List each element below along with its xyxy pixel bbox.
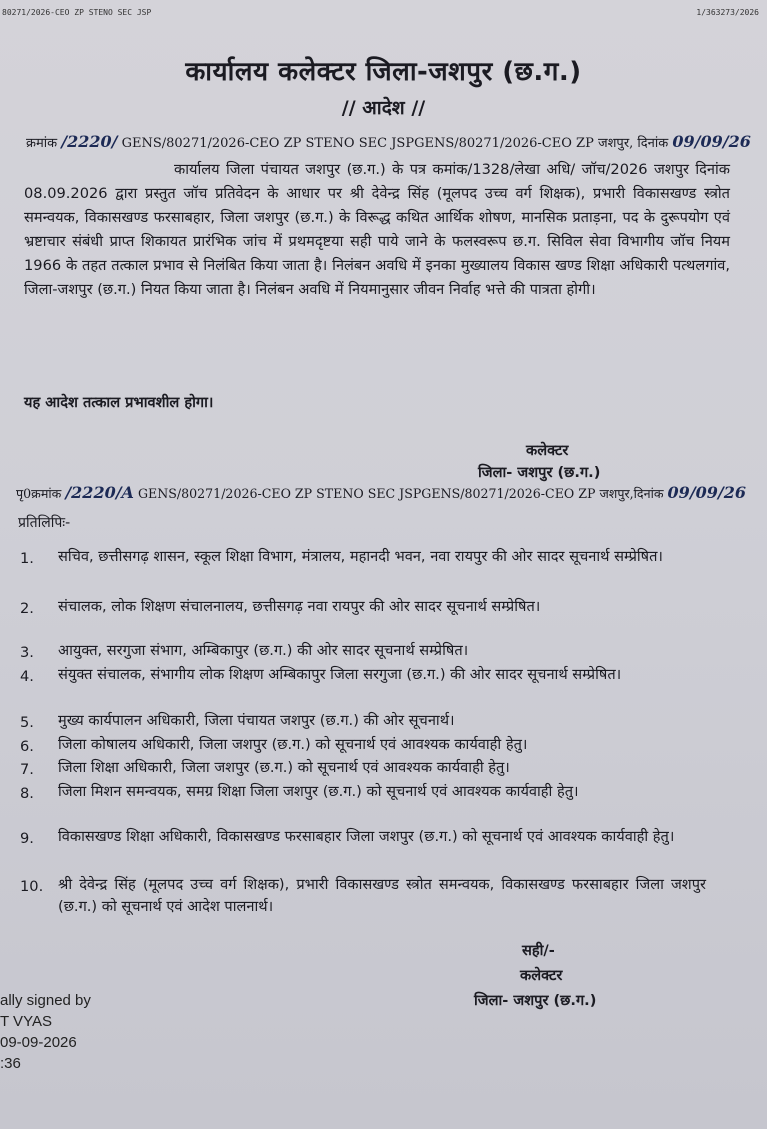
copy-item-text: आयुक्त, सरगुजा संभाग, अम्बिकापुर (छ.ग.) की ओर सादर सूचनार्थ सम्प्रेषित।: [58, 642, 469, 659]
signature2-signed: सही/-: [522, 942, 555, 959]
reference-line: [26, 132, 766, 151]
signature2-title: कलेक्टर: [520, 967, 563, 984]
copy-item-text: जिला मिशन समन्वयक, समग्र शिक्षा जिला जशपुर (छ.ग.) को सूचनार्थ एवं आवश्यक कार्यवाही हेतु।: [58, 783, 579, 800]
copy-item-number: 6.: [20, 738, 34, 755]
ref-handwritten-number: /2220/: [61, 132, 118, 151]
ref2-handwritten-number: /2220/A: [65, 483, 134, 502]
signature-block-1: [478, 440, 678, 484]
copy-item-text: विकासखण्ड शिक्षा अधिकारी, विकासखण्ड फरसाबहार जिला जशपुर (छ.ग.) को सूचनार्थ एवं आवश्यक कार्यवाही हेतु।: [58, 828, 675, 845]
signature1-title: कलेक्टर: [526, 442, 569, 459]
copy-item-number: 4.: [20, 668, 34, 685]
signature2-district: जिला- जशपुर (छ.ग.): [474, 992, 597, 1009]
ref2-code: GENS/80271/2026-CEO ZP STENO SEC JSPGENS/80271/2026-CEO ZP जशपुर,दिनांक: [137, 486, 664, 501]
digsig-line-3: 09-09-2026: [0, 1034, 77, 1051]
copy-item-number: 5.: [20, 714, 34, 731]
office-title: कार्यालय कलेक्टर जिला-जशपुर (छ.ग.): [185, 57, 582, 87]
copy-item-text: श्री देवेन्द्र सिंह (मूलपद उच्च वर्ग शिक्षक), प्रभारी विकासखण्ड स्त्रोत समन्वयक, विकासखण्ड फरसाबहार जिला जशपुर (छ.ग.) को सूचनार्थ एवं आदेश पालनार्थ।: [58, 876, 706, 915]
copy-item-number: 1.: [20, 550, 34, 567]
copy-item-text: जिला शिक्षा अधिकारी, जिला जशपुर (छ.ग.) को सूचनार्थ एवं आवश्यक कार्यवाही हेतु।: [58, 759, 510, 776]
copy-item-text: संयुक्त संचालक, संभागीय लोक शिक्षण अम्बिकापुर जिला सरगुजा (छ.ग.) की ओर सादर सूचनार्थ सम्प्रेषित।: [58, 666, 622, 683]
signature1-district: जिला- जशपुर (छ.ग.): [478, 464, 601, 481]
copy-to-label: प्रतिलिपिः-: [18, 515, 71, 531]
copy-item-number: 9.: [20, 830, 34, 847]
effective-statement: यह आदेश तत्काल प्रभावशील होगा।: [24, 394, 214, 411]
ref2-prefix: पृ0क्रमांक: [16, 486, 62, 501]
ref-handwritten-date: 09/09/26: [672, 132, 751, 151]
header-page-ref: 1/363273/2026: [696, 8, 759, 17]
copy-item-text: जिला कोषालय अधिकारी, जिला जशपुर (छ.ग.) को सूचनार्थ एवं आवश्यक कार्यवाही हेतु।: [58, 736, 528, 753]
order-title: // आदेश //: [341, 97, 426, 119]
copy-item-text: संचालक, लोक शिक्षण संचालनालय, छत्तीसगढ़ नवा रायपुर की ओर सादर सूचनार्थ सम्प्रेषित।: [58, 598, 541, 615]
digsig-line-2: T VYAS: [0, 1013, 52, 1030]
endorsement-reference-line: [16, 483, 766, 502]
signature-block-2: [474, 938, 694, 1013]
order-body: कार्यालय जिला पंचायत जशपुर (छ.ग.) के पत्र कमांक/1328/लेखा अधि/ जॉच/2026 जशपुर दिनांक 08.09.2026 द्वारा प्रस्तुत जॉच प्रतिवेदन के आधार पर श्री देवेन्द्र सिंह (मूलपद उच्च वर्ग शिक्षक), प्रभारी विकासखण्ड स्त्रोत समन्वयक, विकासखण्ड फरसाबहार, जिला जशपुर (छ.ग.) के विरूद्ध कथित आर्थिक शोषण, मानसिक प्रताड़ना, पद के दुरूपयोग एवं भ्रष्टाचार संबंधी प्राप्त शिकायत प्रारंभिक जांच में प्रथमदृष्टया सही पाये जाने के फलस्वरूप छ.ग. सिविल सेवा विभागीय जॉच नियम 1966 के तहत तत्काल प्रभाव से निलंबित किया जाता है। निलंबन अवधि में इनका मुख्यालय विकास खण्ड शिक्षा अधिकारी पत्थलगांव, जिला-जशपुर (छ.ग.) नियत किया जाता है। निलंबन अवधि में नियमानुसार जीवन निर्वाह भत्ते की पात्रता होगी।: [24, 161, 730, 298]
ref2-handwritten-date: 09/09/26: [667, 483, 747, 502]
copy-item-number: 3.: [20, 644, 34, 661]
digsig-line-1: ally signed by: [0, 992, 91, 1009]
ref-prefix: क्रमांक: [26, 136, 58, 151]
ref-code: GENS/80271/2026-CEO ZP STENO SEC JSPGENS/80271/2026-CEO ZP जशपुर, दिनांक: [121, 136, 669, 151]
copy-item-text: सचिव, छत्तीसगढ़ शासन, स्कूल शिक्षा विभाग, मंत्रालय, महानदी भवन, नवा रायपुर की ओर सादर सूचनार्थ सम्प्रेषित।: [58, 548, 663, 565]
digsig-line-4: :36: [0, 1055, 21, 1072]
copy-item-text: मुख्य कार्यपालन अधिकारी, जिला पंचायत जशपुर (छ.ग.) की ओर सूचनार्थ।: [58, 712, 455, 729]
copy-item-number: 7.: [20, 761, 34, 778]
copy-item-number: 2.: [20, 600, 34, 617]
digital-signature-stamp: [0, 990, 200, 1074]
copy-item-number: 10.: [20, 878, 44, 895]
header-file-ref: 80271/2026-CEO ZP STENO SEC JSP: [2, 8, 152, 17]
copy-item-number: 8.: [20, 785, 34, 802]
